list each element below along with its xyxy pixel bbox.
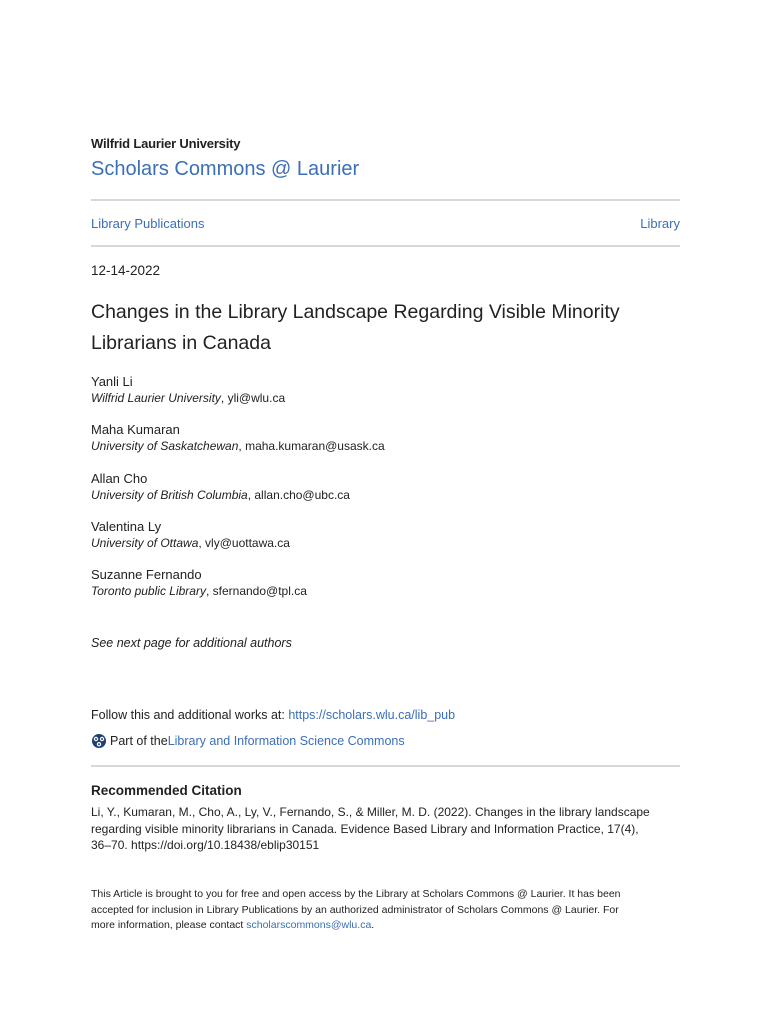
network-icon bbox=[91, 733, 107, 749]
author-email: , yli@wlu.ca bbox=[220, 391, 286, 405]
citation-line: regarding visible minority librarians in Canada. Evidence Based Library and Information Practice, 17(4), bbox=[91, 821, 639, 836]
institution-name: Wilfrid Laurier University bbox=[91, 136, 241, 151]
author-email: , vly@uottawa.ca bbox=[198, 536, 290, 550]
author-affiliation: Toronto public Library bbox=[91, 584, 206, 598]
author-affiliation: University of Saskatchewan bbox=[91, 439, 239, 453]
author-block bbox=[91, 421, 385, 455]
author-block bbox=[91, 470, 350, 504]
article-title bbox=[91, 297, 680, 359]
cover-page bbox=[91, 0, 680, 1024]
contact-email-link[interactable]: scholarscommons@wlu.ca bbox=[246, 919, 372, 931]
author-email: , allan.cho@ubc.ca bbox=[247, 488, 350, 502]
citation-line: Li, Y., Kumaran, M., Cho, A., Ly, V., Fernando, S., & Miller, M. D. (2022). Changes in the library landscape bbox=[91, 805, 650, 819]
divider-citation bbox=[91, 765, 680, 767]
follow-text: Follow this and additional works at: bbox=[91, 708, 289, 722]
footer-line: This Article is brought to you for free and open access by the Library at Scholars Commons @ Laurier. It has been bbox=[91, 888, 621, 900]
author-affiliation: Wilfrid Laurier University bbox=[91, 391, 221, 405]
part-of-text: Part of the bbox=[110, 734, 168, 748]
access-statement bbox=[91, 887, 680, 934]
footer-line: accepted for inclusion in Library Publications by an authorized administrator of Scholars Commons @ Laurier. For bbox=[91, 903, 619, 916]
collection-url-link[interactable]: https://scholars.wlu.ca/lib_pub bbox=[288, 708, 456, 722]
collection-link[interactable]: Library Publications bbox=[91, 216, 205, 231]
author-block bbox=[91, 566, 307, 600]
author-name: Yanli Li bbox=[91, 374, 133, 389]
footer-line bbox=[91, 918, 680, 934]
divider-crumbs bbox=[91, 245, 680, 247]
title-line-1: Changes in the Library Landscape Regarding Visible Minority bbox=[91, 301, 620, 323]
publication-date: 12-14-2022 bbox=[91, 263, 161, 278]
citation-line: 36–70. https://doi.org/10.18438/eblip30151 bbox=[91, 838, 320, 852]
divider-top bbox=[91, 199, 680, 201]
author-block bbox=[91, 373, 285, 407]
author-block bbox=[91, 518, 290, 552]
author-name: Maha Kumaran bbox=[91, 422, 180, 437]
author-affiliation: University of Ottawa bbox=[91, 536, 199, 550]
citation-text bbox=[91, 804, 680, 854]
breadcrumb bbox=[91, 216, 680, 231]
author-name: Suzanne Fernando bbox=[91, 567, 202, 582]
follow-line bbox=[91, 708, 455, 722]
author-name: Allan Cho bbox=[91, 471, 148, 486]
commons-discipline-link[interactable]: Library and Information Science Commons bbox=[167, 734, 405, 748]
footer-prefix: more information, please contact bbox=[91, 919, 247, 931]
repository-link[interactable]: Scholars Commons @ Laurier bbox=[91, 158, 360, 180]
author-email: , sfernando@tpl.ca bbox=[205, 584, 307, 598]
author-name: Valentina Ly bbox=[91, 519, 162, 534]
department-link[interactable]: Library bbox=[640, 216, 680, 231]
author-email: , maha.kumaran@usask.ca bbox=[238, 439, 385, 453]
footer-suffix: . bbox=[371, 919, 375, 931]
author-affiliation: University of British Columbia bbox=[91, 488, 248, 502]
title-line-2: Librarians in Canada bbox=[91, 332, 271, 354]
citation-heading: Recommended Citation bbox=[91, 783, 242, 798]
see-next-page-note: See next page for additional authors bbox=[91, 636, 292, 650]
part-of-line bbox=[91, 733, 405, 749]
